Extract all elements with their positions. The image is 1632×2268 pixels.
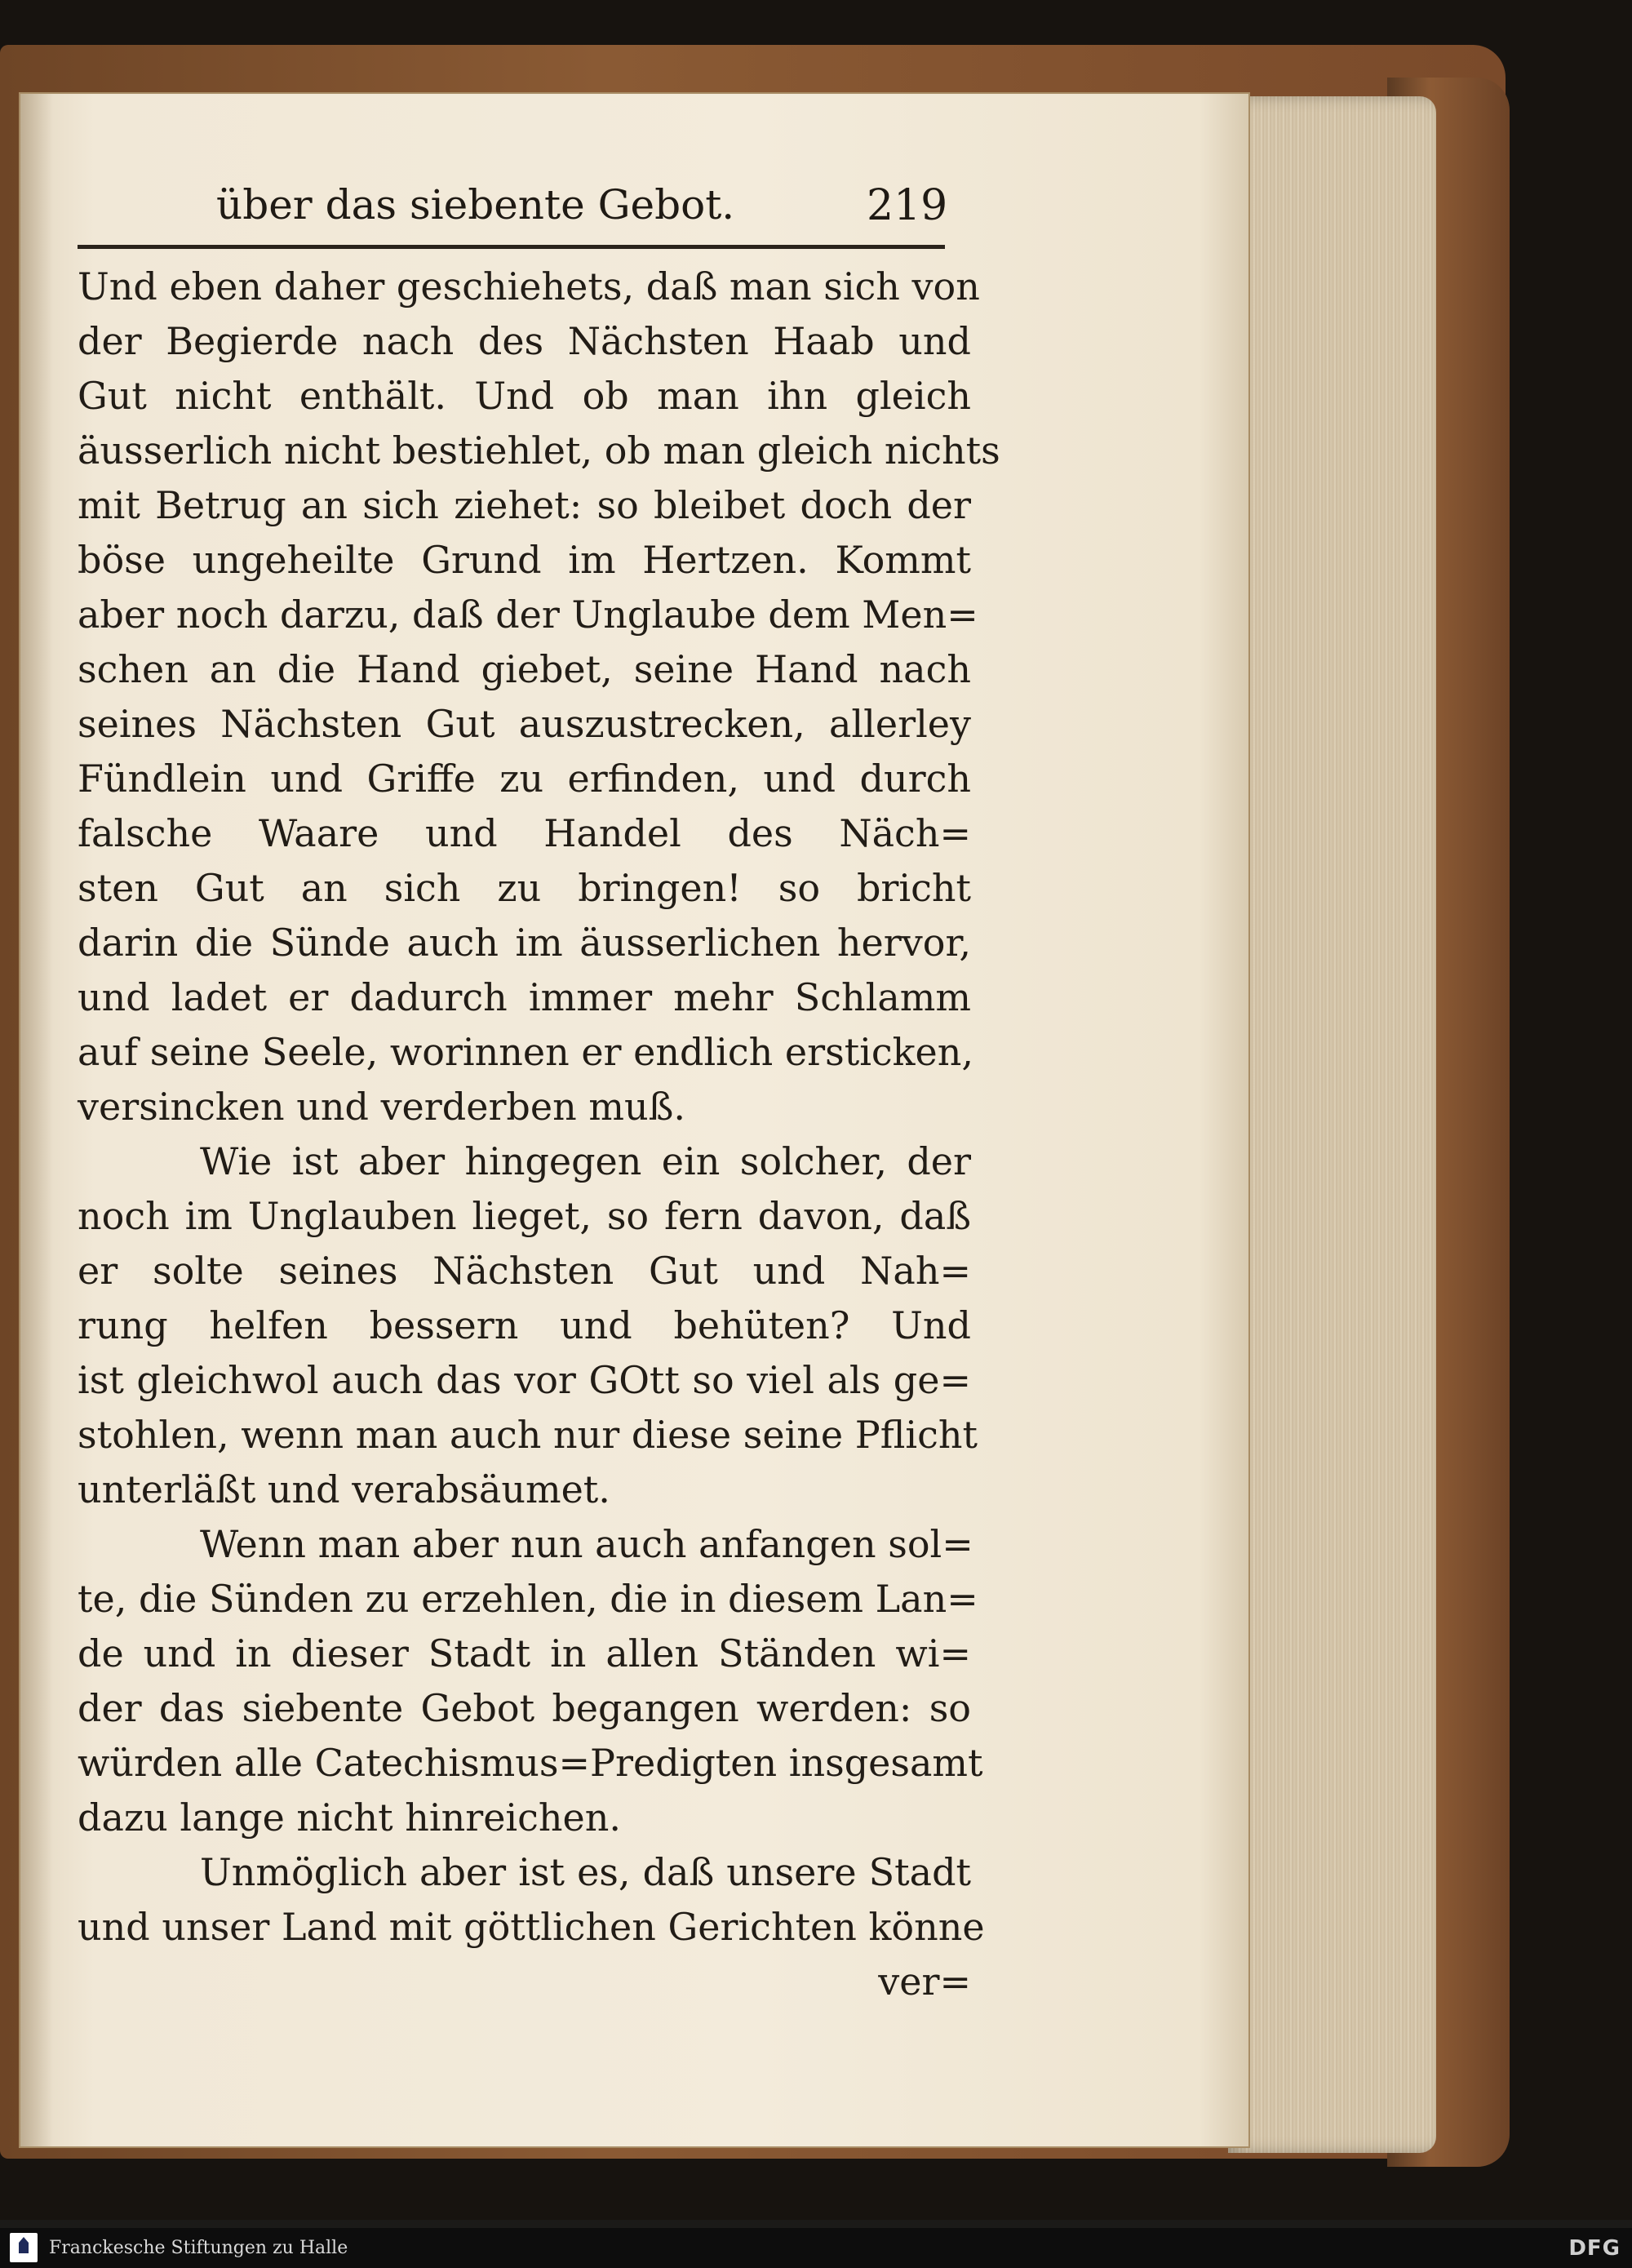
dfg-badge: DFG (1568, 2236, 1621, 2261)
text-line: dazu lange nicht hinreichen. (78, 1795, 621, 1840)
page-gutter (20, 94, 53, 2146)
footer-institution: Franckesche Stiftungen zu Halle (49, 2238, 348, 2258)
text-line: Wenn man aber nun auch anfangen sol= (200, 1522, 973, 1566)
text-line: Wie ist aber hingegen ein solcher, der (200, 1139, 971, 1183)
institution-logo-icon (10, 2233, 38, 2262)
text-line: schen an die Hand giebet, seine Hand nach (78, 647, 971, 691)
text-line: sten Gut an sich zu bringen! so bricht (78, 866, 971, 910)
text-line: und unser Land mit göttlichen Gerichten könne (78, 1905, 985, 1949)
text-line: versincken und verderben muß. (78, 1085, 685, 1129)
text-line: rung helfen bessern und behüten? Und (78, 1303, 971, 1347)
text-line: unterläßt und verabsäumet. (78, 1467, 610, 1511)
page-number: 219 (867, 181, 948, 230)
text-line: und ladet er dadurch immer mehr Schlamm (78, 975, 971, 1019)
text-line: aber noch darzu, daß der Unglaube dem Men= (78, 593, 978, 637)
running-head: über das siebente Gebot. (216, 181, 735, 229)
text-line: noch im Unglauben lieget, so fern davon, daß (78, 1194, 971, 1238)
text-line: de und in dieser Stadt in allen Ständen wi= (78, 1631, 971, 1675)
text-line: er solte seines Nächsten Gut und Nah= (78, 1249, 971, 1293)
text-line: darin die Sünde auch im äusserlichen hervor, (78, 921, 971, 965)
text-line: äusserlich nicht bestiehlet, ob man gleich nichts (78, 428, 1000, 473)
catchword: ver= (878, 1960, 971, 2004)
footer-bar (0, 2228, 1632, 2268)
text-line: würden alle Catechismus=Predigten insgesamt (78, 1741, 983, 1785)
text-line: der Begierde nach des Nächsten Haab und (78, 319, 971, 363)
text-line: Und eben daher geschiehets, daß man sich von (78, 264, 980, 308)
text-line: der das siebente Gebot begangen werden: so (78, 1686, 971, 1730)
text-line: te, die Sünden zu erzehlen, die in diesem Lan= (78, 1577, 978, 1621)
text-line: auf seine Seele, worinnen er endlich ersticken, (78, 1030, 974, 1074)
text-line: ist gleichwol auch das vor GOtt so viel als ge= (78, 1358, 971, 1402)
text-line: seines Nächsten Gut auszustrecken, allerley (78, 702, 971, 746)
text-line: stohlen, wenn man auch nur diese seine Pflicht (78, 1413, 978, 1457)
head-rule (78, 245, 945, 249)
text-line: mit Betrug an sich ziehet: so bleibet doch der (78, 483, 971, 527)
text-line: Unmöglich aber ist es, daß unsere Stadt (200, 1850, 971, 1894)
text-line: böse ungeheilte Grund im Hertzen. Kommt (78, 538, 971, 582)
logo-mark (19, 2237, 29, 2253)
body-text (78, 260, 1000, 2009)
text-line: falsche Waare und Handel des Näch= (78, 811, 971, 855)
text-line: Fündlein und Griffe zu erfinden, und durch (78, 757, 971, 801)
page-edges (1228, 96, 1436, 2153)
text-line: Gut nicht enthält. Und ob man ihn gleich (78, 374, 971, 418)
